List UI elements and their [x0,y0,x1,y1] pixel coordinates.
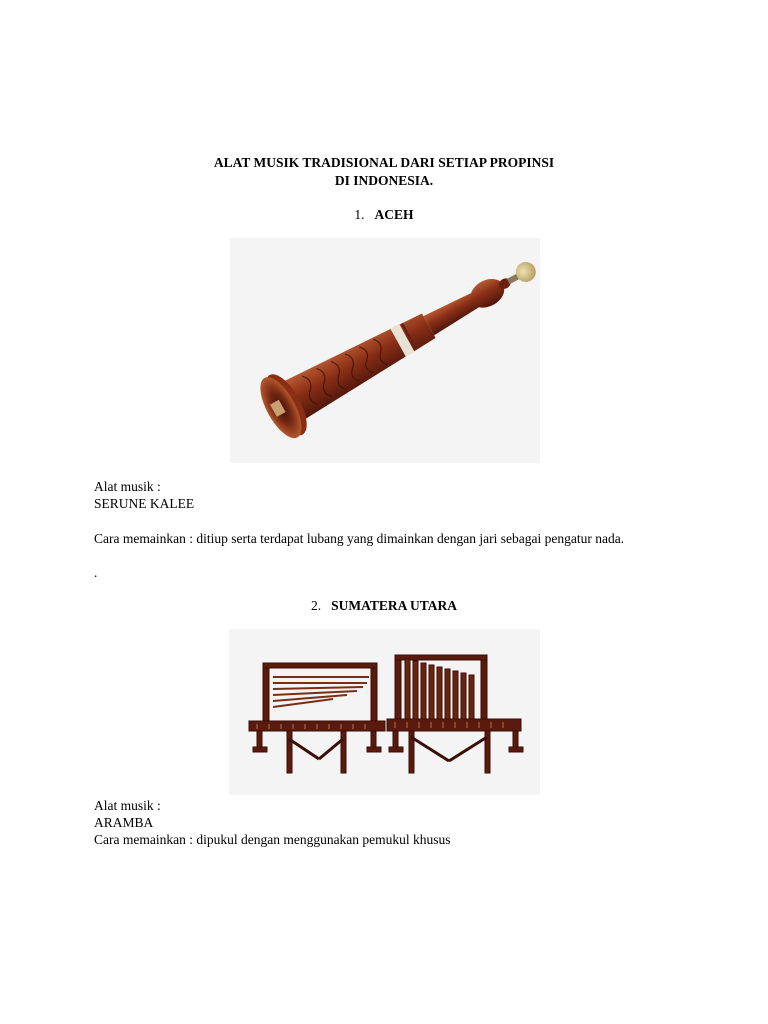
section-heading-aceh [0,206,768,224]
aramba-image [229,629,540,795]
instrument-name-2: ARAMBA [94,815,154,830]
play-method-2: Cara memainkan : dipukul dengan menggunakan pemukul khusus [94,832,451,847]
play-method-1: Cara memainkan : ditiup serta terdapat lubang yang dimainkan dengan jari sebagai pengatur nada. [94,531,625,546]
section-number: 2. [310,598,322,613]
instrument-label-2: Alat musik : [94,798,161,813]
instrument-name-1: SERUNE KALEE [94,496,195,511]
instrument-label-1: Alat musik : [94,479,161,494]
section-province: ACEH [374,207,414,222]
section-province: SUMATERA UTARA [331,598,457,613]
section-heading-sumatera-utara [0,597,768,615]
serune-kalee-illustration [230,238,540,463]
document-title-line-1: ALAT MUSIK TRADISIONAL DARI SETIAP PROPINSI [213,155,555,170]
trailing-dot-1: . [94,565,98,580]
aramba-illustration [229,629,540,795]
section-number: 1. [354,207,365,222]
serune-kalee-image [230,238,540,463]
document-title-line-2: DI INDONESIA. [334,173,434,188]
